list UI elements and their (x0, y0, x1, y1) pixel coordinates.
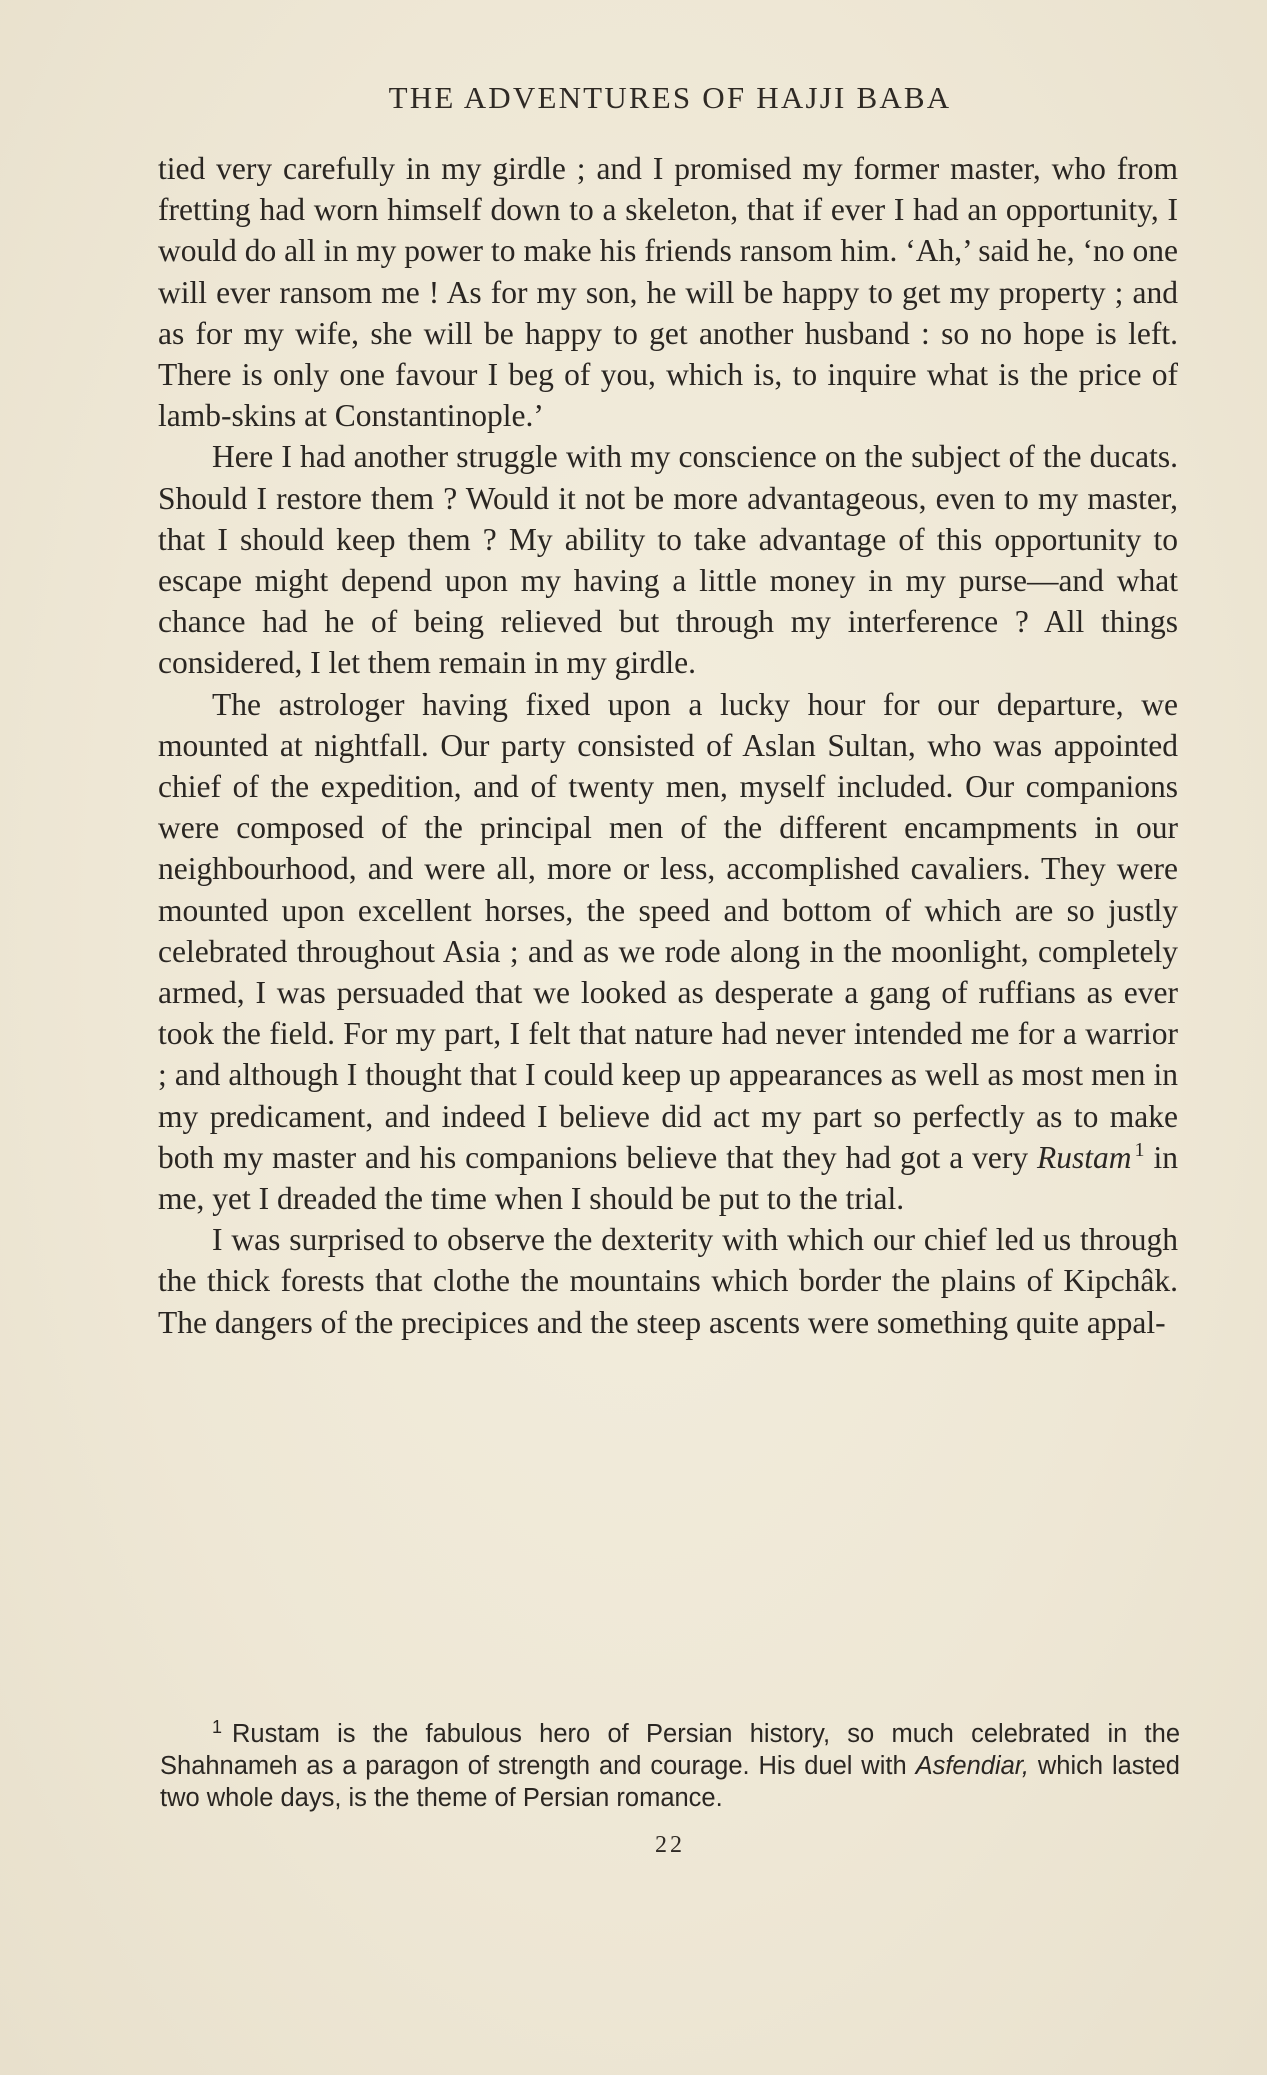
paragraph-3-text: The astrologer having fixed upon a lucky hour for our departure, we mounted at nightfall. Our party consisted of Aslan Sultan, who was appointed chief of the expedition, and of twenty men, myself included. Our companions were composed of the principal men of the different encampments in our neighbourhood, and were all, more or less, accomplished cavaliers. They were mounted upon excellent horses, the speed and bottom of which are so justly celebrated throughout Asia ; and as we rode along in the moonlight, completely armed, I was persuaded that we looked as desperate a gang of ruffians as ever took the field. For my part, I felt that nature had never intended me for a warrior ; and although I thought that I could keep up appearances as well as most men in my predicament, and indeed I believe did act my part so perfectly as to make both my master and his companions believe that they had got a very (158, 686, 1178, 1175)
paragraph-4-text: I was surprised to observe the dexterity with which our chief led us through the thick forests that clothe the mountains which border the plains of Kipchâk. The dangers of the precipices and the steep ascents were something quite appal- (158, 1222, 1178, 1340)
paragraph-1-text: tied very carefully in my girdle ; and I promised my former master, who from fretting had worn himself down to a skeleton, that if ever I had an opportunity, I would do all in my power to make his friends ransom him. ‘Ah,’ said he, ‘no one will ever ransom me ! As for my son, he will be happy to get my property ; and as for my wife, she will be happy to get another husband : so no hope is left. There is only one favour I beg of you, which is, to inquire what is the price of lamb-skins at Constantinople.’ (158, 151, 1178, 434)
paragraph-3-italic: Rustam (1037, 1139, 1132, 1175)
paragraph-2 (158, 436, 1178, 683)
running-head: THE ADVENTURES OF HAJJI BABA (388, 80, 952, 115)
footnote-mark: 1 (212, 1716, 223, 1737)
paragraph-1 (158, 148, 1178, 436)
paragraph-3-text-after: in me, yet I dreaded the time when I should be put to the trial. (158, 1139, 1179, 1217)
paragraph-4 (158, 1219, 1178, 1343)
page-number: 22 (655, 1832, 685, 1858)
footnote-text-after: which lasted two whole days, is the theme of Persian romance. (160, 1752, 1180, 1812)
footnote (160, 1718, 1180, 1814)
paragraph-2-text: Here I had another struggle with my conscience on the subject of the ducats. Should I restore them ? Would it not be more advantageous, even to my master, that I should keep them ? My ability to take advantage of this opportunity to escape might depend upon my having a little money in my purse—and what chance had he of being relieved but through my interference ? All things considered, I let them remain in my girdle. (158, 439, 1178, 681)
footnote-text-before: Rustam is the fabulous hero of Persian history, so much celebrated in the Shahnameh as a paragon of strength and courage. His duel with (160, 1720, 1180, 1780)
footnote-italic: Asfendiar, (915, 1752, 1029, 1780)
paragraph-3 (158, 684, 1178, 1220)
footnote-reference: 1 (1134, 1139, 1145, 1162)
body-text (158, 148, 1178, 1343)
